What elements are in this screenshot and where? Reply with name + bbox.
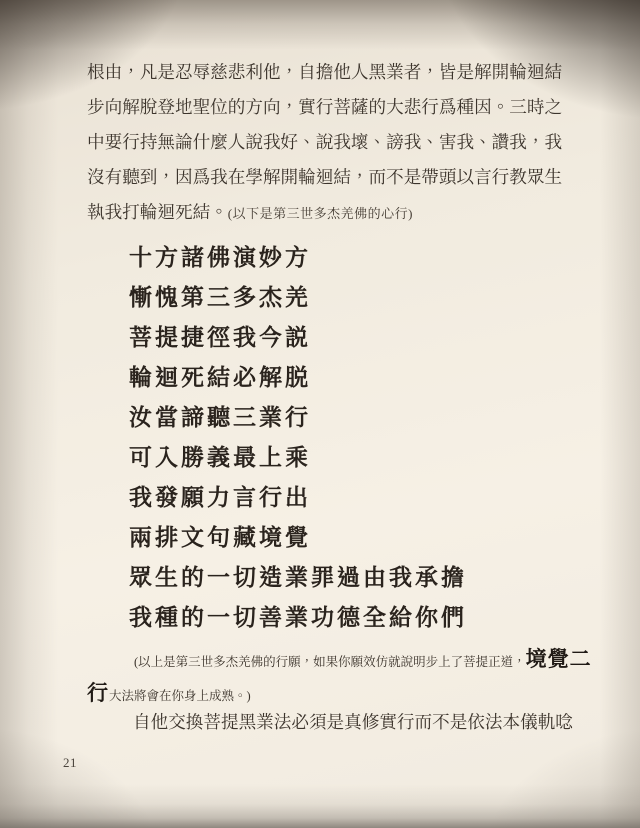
prose-line-with-note [87,195,573,231]
prose-line: 沒有聽到，因爲我在學解開輪迴結，而不是帶頭以言行教眾生 [87,167,563,187]
closing-paragraph: 自他交換菩提黑業法必須是真修實行而不是依法本儀軌唸 [133,712,573,732]
page-number: 21 [63,755,77,770]
verse-line: 我種的一切善業功德全給你們 [129,605,467,630]
emphasized-term: 境覺二 [525,647,592,671]
prose-fragment: 執我打輪迴死結。 [87,202,228,222]
prose-line: 步向解脫登地聖位的方向，實行菩薩的大悲行爲種因。三時之 [87,97,563,117]
verse-line: 菩提捷徑我今説 [129,325,311,350]
verse-line: 我發願力言行出 [129,485,311,510]
verse-line: 兩排文句藏境覺 [129,525,311,550]
annotation-fragment: (以上是第三世多杰羌佛的行願，如果你願效仿就說明步上了菩提正道， [134,655,526,669]
prose-line: 根由，凡是忍辱慈悲利他，自擔他人黑業者，皆是解開輪迴結 [87,62,563,82]
verse-line: 汝當諦聽三業行 [129,405,311,430]
prose-line: 中要行持無論什麼人說我好、說我壞、謗我、害我、讚我，我 [87,132,563,152]
annotation-line [87,644,592,678]
verse-line: 可入勝義最上乘 [129,445,311,470]
inline-annotation: (以下是第三世多杰羌佛的心行) [227,206,413,221]
verse-line: 眾生的一切造業罪過由我承擔 [129,565,467,590]
verse-line: 輪迴死結必解脱 [129,365,311,390]
verse-line: 慚愧第三多杰羌 [129,285,311,310]
verse-line: 十方諸佛演妙方 [129,245,311,270]
intro-paragraph [87,55,573,231]
annotation-fragment: 大法將會在你身上成熟。) [109,689,251,703]
emphasized-term: 行 [87,681,109,705]
closing-annotation [87,644,592,712]
verse-block [129,238,467,638]
